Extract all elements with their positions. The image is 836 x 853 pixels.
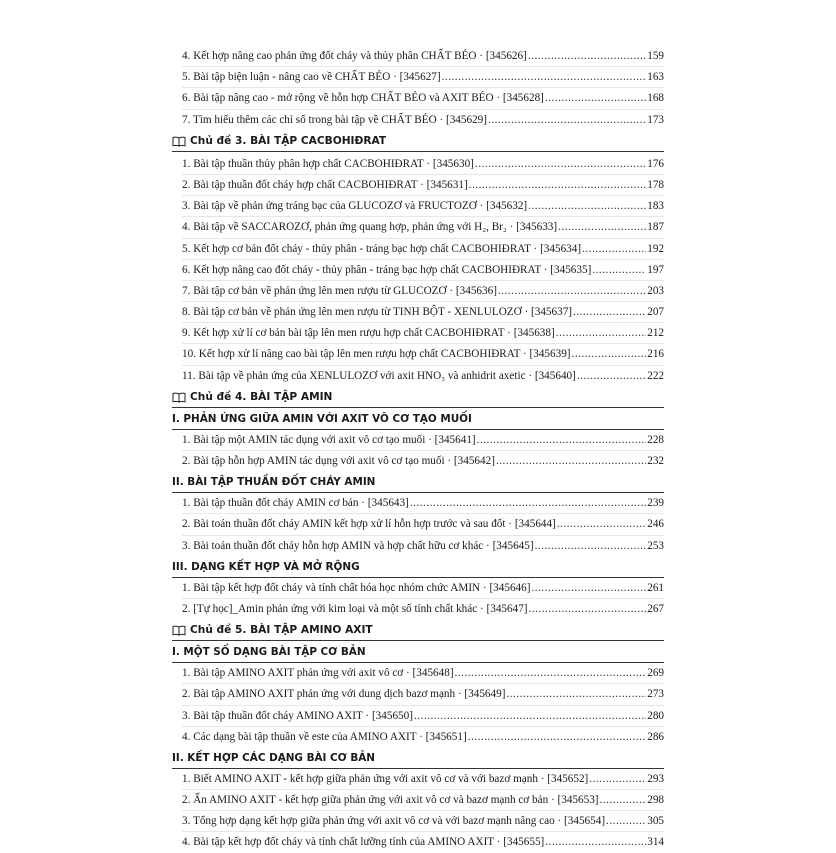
leader-dots — [535, 536, 647, 556]
page-number: 246 — [647, 518, 664, 531]
toc-entry — [182, 239, 664, 260]
page-number: 267 — [647, 602, 664, 615]
page-number: 314 — [647, 836, 664, 849]
page-number: 197 — [647, 263, 664, 276]
entry-title: 1. Bài tập thuần thủy phân hợp chất CACBOHIĐRAT · [345630] — [182, 157, 474, 170]
entry-title: 5. Kết hợp cơ bản đốt cháy - thủy phân - tráng bạc hợp chất CACBOHIĐRAT · [345634] — [182, 242, 582, 255]
page-number: 159 — [647, 50, 664, 62]
page-number: 207 — [647, 306, 664, 319]
page-number: 228 — [647, 433, 664, 446]
leader-dots — [572, 344, 647, 364]
toc-entry — [182, 366, 664, 386]
toc-entry — [182, 67, 664, 88]
entry-title: 4. Kết hợp nâng cao phản ứng đốt cháy và thủy phân CHẤT BÉO · [345626] — [182, 50, 527, 62]
toc-entry — [182, 811, 664, 832]
entry-title: 2. [Tự học]_Amin phản ứng với kim loại và một số tính chất khác · [345647] — [182, 602, 528, 615]
toc-entry — [182, 302, 664, 323]
page-number: 286 — [647, 730, 664, 743]
toc-entry — [182, 663, 664, 684]
toc-entry — [182, 110, 664, 130]
leader-dots — [577, 366, 646, 386]
toc-entry — [182, 706, 664, 727]
chapter-heading — [172, 132, 664, 152]
leader-dots — [600, 790, 647, 810]
page-number: 176 — [647, 157, 664, 170]
section-heading: I. MỘT SỐ DẠNG BÀI TẬP CƠ BẢN — [172, 643, 664, 663]
toc-entry — [182, 344, 664, 365]
leader-dots — [455, 663, 647, 683]
leader-dots — [592, 260, 646, 280]
page-number: 273 — [647, 688, 664, 701]
page-number: 168 — [647, 92, 664, 105]
chapter-title: Chủ đề 3. BÀI TẬP CACBOHIĐRAT — [190, 134, 387, 147]
entry-title: 8. Bài tập cơ bản về phản ứng lên men rượu từ TINH BỘT - XENLULOZƠ · [345637] — [182, 306, 573, 319]
page-number: 239 — [647, 497, 664, 510]
chapter-heading — [172, 388, 664, 408]
leader-dots — [506, 684, 646, 704]
toc-entry — [182, 175, 664, 196]
toc-entry — [182, 430, 664, 451]
entry-title: 10. Kết hợp xử lí nâng cao bài tập lên men rượu hợp chất CACBOHIĐRAT · [345639] — [182, 348, 571, 361]
entry-title: 3. Tổng hợp dạng kết hợp giữa phản ứng với axit vô cơ và với bazơ mạnh nâng cao · [345654] — [182, 815, 606, 828]
toc-entry — [182, 281, 664, 302]
entry-title: 9. Kết hợp xử lí cơ bản bài tập lên men rượu hợp chất CACBOHIĐRAT · [345638] — [182, 327, 555, 340]
entry-title: 1. Bài tập AMINO AXIT phản ứng với axit vô cơ · [345648] — [182, 667, 454, 680]
leader-dots — [414, 706, 646, 726]
toc-entry — [182, 578, 664, 599]
toc-entry — [182, 46, 664, 67]
leader-dots — [469, 175, 647, 195]
toc-entry — [182, 493, 664, 514]
entry-title: 4. Bài tập kết hợp đốt cháy và tính chất lưỡng tính của AMINO AXIT · [345655] — [182, 836, 545, 849]
toc-entry — [182, 514, 664, 535]
page-number: 216 — [647, 348, 664, 361]
page-number: 269 — [647, 667, 664, 680]
chapter-title: Chủ đề 5. BÀI TẬP AMINO AXIT — [190, 624, 373, 637]
entry-title: 2. Bài tập thuần đốt cháy hợp chất CACBOHIĐRAT · [345631] — [182, 178, 468, 191]
toc-entry — [182, 196, 664, 217]
toc-entry — [182, 451, 664, 471]
page-number: 305 — [647, 815, 664, 828]
page-number: 232 — [647, 455, 664, 467]
entry-title: 2. Bài toán thuần đốt cháy AMIN kết hợp xử lí hỗn hợp trước và sau đốt · [345644] — [182, 518, 556, 531]
entry-title: 4. Các dạng bài tập thuần về este của AMINO AXIT · [345651] — [182, 730, 467, 743]
page-number: 178 — [647, 178, 664, 191]
toc-entry — [182, 769, 664, 790]
leader-dots — [496, 451, 646, 471]
toc-entry — [182, 323, 664, 344]
leader-dots — [488, 110, 646, 130]
leader-dots — [531, 578, 646, 598]
leader-dots — [545, 832, 646, 852]
page-number: 212 — [647, 327, 664, 340]
page-number: 261 — [647, 581, 664, 594]
book-icon — [172, 392, 186, 403]
page-number: 187 — [647, 221, 664, 234]
entry-title: 6. Bài tập nâng cao - mở rộng về hỗn hợp CHẤT BÉO và AXIT BÉO · [345628] — [182, 92, 544, 105]
leader-dots — [529, 599, 647, 619]
page-number: 173 — [647, 113, 664, 126]
leader-dots — [558, 217, 646, 237]
section-heading: II. KẾT HỢP CÁC DẠNG BÀI CƠ BẢN — [172, 749, 664, 769]
entry-title: 1. Biết AMINO AXIT - kết hợp giữa phản ứng với axit vô cơ và với bazơ mạnh · [345652] — [182, 772, 589, 785]
leader-dots — [545, 88, 646, 108]
entry-title: 7. Bài tập cơ bản về phản ứng lên men rượu từ GLUCOZƠ · [345636] — [182, 284, 497, 297]
page-number: 192 — [647, 242, 664, 255]
toc-entry — [182, 727, 664, 747]
entry-title: 2. Bài tập AMINO AXIT phản ứng với dung dịch bazơ mạnh · [345649] — [182, 688, 506, 701]
toc-entry — [182, 599, 664, 619]
entry-title: 11. Bài tập về phản ứng của XENLULOZƠ với axit HNO₃ và anhidrit axetic · [345640] — [182, 369, 576, 382]
entry-title: 2. Ẩn AMINO AXIT - kết hợp giữa phản ứng với axit vô cơ và bazơ mạnh cơ bản · [345653] — [182, 794, 599, 807]
leader-dots — [410, 493, 646, 513]
entry-title: 2. Bài tập hỗn hợp AMIN tác dụng với axit vô cơ tạo muối · [345642] — [182, 455, 495, 467]
book-icon — [172, 625, 186, 636]
leader-dots — [556, 323, 647, 343]
leader-dots — [498, 281, 646, 301]
toc-entry — [182, 790, 664, 811]
toc-entry — [182, 217, 664, 238]
page-number: 183 — [647, 200, 664, 213]
chapter-heading — [172, 621, 664, 641]
section-heading: II. BÀI TẬP THUẦN ĐỐT CHÁY AMIN — [172, 473, 664, 493]
entry-title: 1. Bài tập thuần đốt cháy AMIN cơ bản · [345643] — [182, 497, 409, 510]
entry-title: 3. Bài tập về phản ứng tráng bạc của GLUCOZƠ và FRUCTOZƠ · [345632] — [182, 200, 528, 213]
leader-dots — [589, 769, 646, 789]
leader-dots — [468, 727, 647, 747]
section-heading: I. PHẢN ỨNG GIỮA AMIN VỚI AXIT VÔ CƠ TẠO MUỐI — [172, 410, 664, 430]
entry-title: 7. Tìm hiểu thêm các chỉ số trong bài tập về CHẤT BÉO · [345629] — [182, 113, 488, 126]
page-number: 298 — [647, 794, 664, 807]
leader-dots — [557, 514, 646, 534]
entry-title: 6. Kết hợp nâng cao đốt cháy - thủy phân - tráng bạc hợp chất CACBOHIĐRAT · [345635] — [182, 263, 592, 276]
page-number: 253 — [647, 539, 664, 552]
leader-dots — [528, 46, 646, 66]
table-of-contents — [172, 46, 664, 853]
entry-title: 4. Bài tập về SACCAROZƠ, phản ứng quang hợp, phản ứng với H₂, Br₂ · [345633] — [182, 221, 558, 234]
page-number: 203 — [647, 284, 664, 297]
page-number: 280 — [647, 709, 664, 722]
leader-dots — [442, 67, 647, 87]
entry-title: 1. Bài tập kết hợp đốt cháy và tính chất hóa học nhóm chức AMIN · [345646] — [182, 581, 531, 594]
chapter-title: Chủ đề 4. BÀI TẬP AMIN — [190, 390, 333, 403]
page-number: 293 — [647, 772, 664, 785]
toc-entry — [182, 154, 664, 175]
toc-entry — [182, 536, 664, 556]
toc-entry — [182, 832, 664, 852]
section-heading: III. DẠNG KẾT HỢP VÀ MỞ RỘNG — [172, 558, 664, 578]
leader-dots — [573, 302, 646, 322]
page-number: 163 — [647, 71, 664, 84]
leader-dots — [606, 811, 646, 831]
page-number: 222 — [647, 369, 664, 382]
leader-dots — [528, 196, 646, 216]
toc-entry — [182, 260, 664, 281]
entry-title: 1. Bài tập một AMIN tác dụng với axit vô cơ tạo muối · [345641] — [182, 433, 476, 446]
leader-dots — [477, 430, 647, 450]
book-icon — [172, 136, 186, 147]
entry-title: 5. Bài tập biện luận - nâng cao về CHẤT BÉO · [345627] — [182, 71, 441, 84]
entry-title: 3. Bài toán thuần đốt cháy hỗn hợp AMIN và hợp chất hữu cơ khác · [345645] — [182, 539, 534, 552]
leader-dots — [475, 154, 646, 174]
leader-dots — [582, 239, 646, 259]
toc-entry — [182, 684, 664, 705]
toc-entry — [182, 88, 664, 109]
entry-title: 3. Bài tập thuần đốt cháy AMINO AXIT · [345650] — [182, 709, 413, 722]
